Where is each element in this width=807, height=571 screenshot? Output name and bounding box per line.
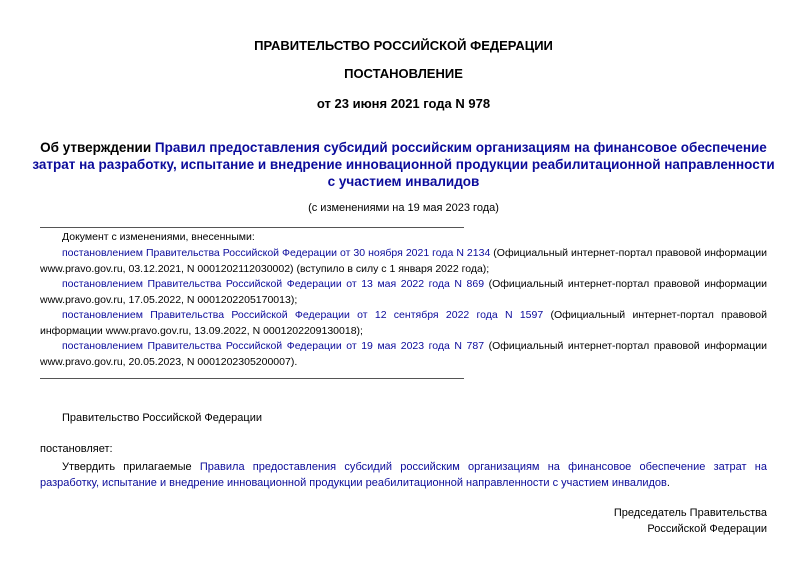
divider-top xyxy=(40,227,464,228)
amendment-text: (Официальный интернет-портал правовой информации www.pravo.gov.ru, 13.09.2022, N 0001202209130018); xyxy=(40,309,767,337)
amendments-intro xyxy=(40,229,767,245)
amendment-text: (Официальный интернет-портал правовой информации www.pravo.gov.ru, 20.05.2023, N 0001202305200007). xyxy=(40,340,768,368)
amendment-link-2134[interactable]: постановлением Правительства Российской Федерации от 30 ноября 2021 года N 2134 xyxy=(62,247,491,259)
approve-paragraph xyxy=(40,459,767,491)
amendment-item xyxy=(40,307,767,339)
amendments-intro-text: Документ с изменениями, внесенными: xyxy=(62,231,255,243)
approve-prefix: Утвердить прилагаемые xyxy=(62,461,200,473)
amendment-item xyxy=(40,338,767,370)
amendment-link-869[interactable]: постановлением Правительства Российской Федерации от 13 мая 2022 года N 869 xyxy=(62,278,485,290)
rules-link[interactable]: Правила предоставления субсидий российским организациям на финансовое обеспечение затрат на разработку, испытание и внедрение инновационной продукции реабилитационной направленности с участием инвалидов xyxy=(40,461,767,489)
amendment-text: (Официальный интернет-портал правовой информации www.pravo.gov.ru, 03.12.2021, N 0001202112030002) (вступило в силу с 1 января 2022 года); xyxy=(40,247,767,275)
document-date-number: от 23 июня 2021 года N 978 xyxy=(316,96,491,111)
signature-line-1: Председатель Правительства xyxy=(613,507,767,519)
signature-line-2: Российской Федерации xyxy=(647,523,767,535)
title-link[interactable]: Правил предоставления субсидий российским организациям на финансовое обеспечение затрат на разработку, испытание и внедрение инновационной продукции реабилитационной направленности с участием инвалидов xyxy=(32,140,775,189)
document-type: ПОСТАНОВЛЕНИЕ xyxy=(344,66,463,81)
government-heading: ПРАВИТЕЛЬСТВО РОССИЙСКОЙ ФЕДЕРАЦИИ xyxy=(254,38,553,53)
issuer-name: Правительство Российской Федерации xyxy=(62,412,262,424)
document-title xyxy=(30,139,777,190)
amendment-link-787[interactable]: постановлением Правительства Российской Федерации от 19 мая 2023 года N 787 xyxy=(62,340,485,352)
signature-block xyxy=(614,505,767,537)
amendment-link-1597[interactable]: постановлением Правительства Российской Федерации от 12 сентября 2022 года N 1597 xyxy=(62,309,544,321)
approve-suffix: . xyxy=(666,477,670,489)
changes-note: (с изменениями на 19 мая 2023 года) xyxy=(308,202,499,214)
amendment-item xyxy=(40,276,767,308)
amendment-item xyxy=(40,245,767,277)
title-prefix: Об утверждении xyxy=(40,140,155,155)
amendment-text: (Официальный интернет-портал правовой информации www.pravo.gov.ru, 17.05.2022, N 0001202205170013); xyxy=(40,278,768,306)
decrees-word: постановляет: xyxy=(40,443,113,455)
divider-bottom xyxy=(40,378,464,379)
